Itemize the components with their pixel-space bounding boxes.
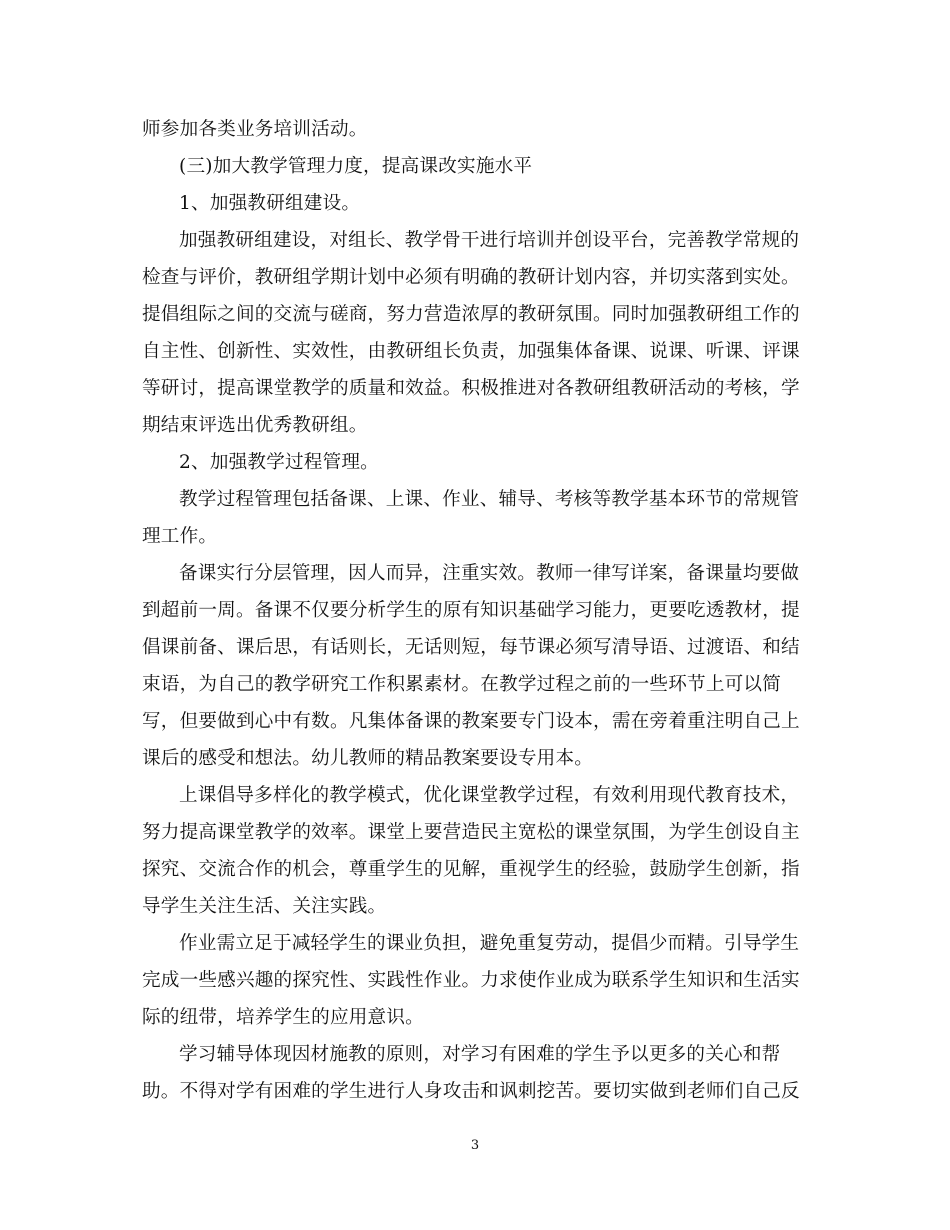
text-line-13: 备课实行分层管理，因人而异，注重实效。教师一律写详案，备课量均要做 <box>179 563 800 584</box>
text-line-4: 加强教研组建设，对组长、教学骨干进行培训并创设平台，完善教学常规的 <box>179 230 800 251</box>
text-line-11: 教学过程管理包括备课、上课、作业、辅导、考核等教学基本环节的常规管 <box>179 489 800 510</box>
section-heading-3: (三)加大教学管理力度，提高课改实施水平 <box>179 156 533 177</box>
text-line-19: 上课倡导多样化的教学模式，优化课堂教学过程，有效利用现代教育技术， <box>179 785 800 806</box>
text-line-25: 际的纽带，培养学生的应用意识。 <box>142 1007 424 1028</box>
text-line-23: 作业需立足于减轻学生的课业负担，避免重复劳动，提倡少而精。引导学生 <box>179 933 800 954</box>
page-number: 3 <box>470 1138 480 1153</box>
text-line-18: 课后的感受和想法。幼儿教师的精品教案要设专用本。 <box>142 748 594 769</box>
text-line-9: 期结束评选出优秀教研组。 <box>142 415 368 436</box>
text-line-6: 提倡组际之间的交流与磋商，努力营造浓厚的教研氛围。同时加强教研组工作的 <box>142 304 800 325</box>
text-line-20: 努力提高课堂教学的效率。课堂上要营造民主宽松的课堂氛围，为学生创设自主 <box>142 822 800 843</box>
text-line-21: 探究、交流合作的机会，尊重学生的见解，重视学生的经验，鼓励学生创新，指 <box>142 859 800 880</box>
text-line-8: 等研讨，提高课堂教学的质量和效益。积极推进对各教研组教研活动的考核，学 <box>142 378 800 399</box>
text-line-17: 写，但要做到心中有数。凡集体备课的教案要专门设本，需在旁着重注明自己上 <box>142 711 800 732</box>
text-line-27: 助。不得对学有困难的学生进行人身攻击和讽刺挖苦。要切实做到老师们自己反 <box>142 1081 800 1102</box>
text-line-16: 束语，为自己的教学研究工作积累素材。在教学过程之前的一些环节上可以简 <box>142 674 781 695</box>
subheading-2: 2、加强教学过程管理。 <box>179 452 379 473</box>
text-line-24: 完成一些感兴趣的探究性、实践性作业。力求使作业成为联系学生知识和生活实 <box>142 970 800 991</box>
text-line-1: 师参加各类业务培训活动。 <box>142 119 368 140</box>
text-line-7: 自主性、创新性、实效性，由教研组长负责，加强集体备课、说课、听课、评课 <box>142 341 800 362</box>
text-line-15: 倡课前备、课后思，有话则长，无话则短，每节课必须写清导语、过渡语、和结 <box>142 637 800 658</box>
text-line-5: 检查与评价，教研组学期计划中必须有明确的教研计划内容，并切实落到实处。 <box>142 267 800 288</box>
subheading-1: 1、加强教研组建设。 <box>179 193 361 214</box>
text-line-26: 学习辅导体现因材施教的原则，对学习有困难的学生予以更多的关心和帮 <box>179 1044 781 1065</box>
text-line-14: 到超前一周。备课不仅要分析学生的原有知识基础学习能力，更要吃透教材，提 <box>142 600 800 621</box>
text-line-22: 导学生关注生活、关注实践。 <box>142 896 387 917</box>
text-line-12: 理工作。 <box>142 526 218 547</box>
